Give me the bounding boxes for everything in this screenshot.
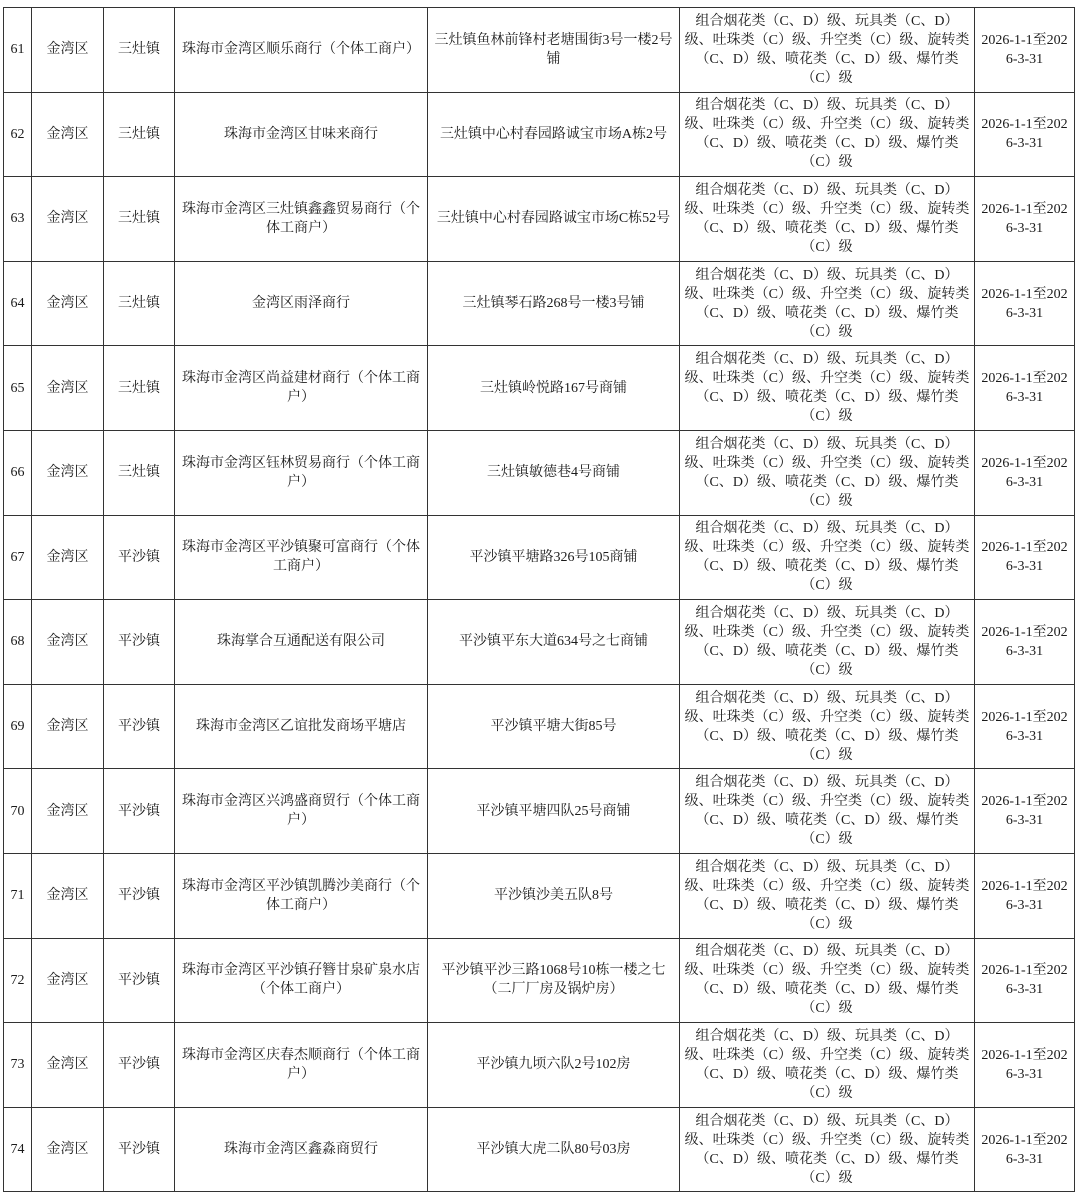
cell-town: 平沙镇 [104, 853, 175, 938]
cell-validity-period: 2026-1-1至2026-3-31 [975, 261, 1075, 346]
cell-town: 平沙镇 [104, 684, 175, 769]
cell-town: 三灶镇 [104, 346, 175, 431]
table-row [4, 938, 1075, 1023]
cell-address: 平沙镇平塘大街85号 [428, 684, 680, 769]
cell-permit-scope: 组合烟花类（C、D）级、玩具类（C、D）级、吐珠类（C）级、升空类（C）级、旋转类（C、D）级、喷花类（C、D）级、爆竹类（C）级 [680, 1107, 975, 1192]
cell-district: 金湾区 [32, 430, 104, 515]
cell-permit-scope: 组合烟花类（C、D）级、玩具类（C、D）级、吐珠类（C）级、升空类（C）级、旋转类（C、D）级、喷花类（C、D）级、爆竹类（C）级 [680, 8, 975, 93]
cell-validity-period: 2026-1-1至2026-3-31 [975, 177, 1075, 262]
cell-validity-period: 2026-1-1至2026-3-31 [975, 938, 1075, 1023]
cell-address: 三灶镇琴石路268号一楼3号铺 [428, 261, 680, 346]
table-body [4, 8, 1075, 1192]
cell-address: 平沙镇沙美五队8号 [428, 853, 680, 938]
table-row [4, 769, 1075, 854]
cell-district: 金湾区 [32, 1023, 104, 1108]
cell-validity-period: 2026-1-1至2026-3-31 [975, 346, 1075, 431]
cell-town: 三灶镇 [104, 430, 175, 515]
fireworks-license-table [3, 7, 1075, 1192]
cell-permit-scope: 组合烟花类（C、D）级、玩具类（C、D）级、吐珠类（C）级、升空类（C）级、旋转类（C、D）级、喷花类（C、D）级、爆竹类（C）级 [680, 261, 975, 346]
cell-sequence-number: 71 [4, 853, 32, 938]
cell-permit-scope: 组合烟花类（C、D）级、玩具类（C、D）级、吐珠类（C）级、升空类（C）级、旋转类（C、D）级、喷花类（C、D）级、爆竹类（C）级 [680, 853, 975, 938]
cell-business-name: 珠海市金湾区三灶镇鑫鑫贸易商行（个体工商户） [175, 177, 428, 262]
table-row [4, 92, 1075, 177]
cell-sequence-number: 63 [4, 177, 32, 262]
cell-district: 金湾区 [32, 853, 104, 938]
cell-address: 三灶镇敏德巷4号商铺 [428, 430, 680, 515]
cell-address: 三灶镇鱼林前锋村老塘围街3号一楼2号铺 [428, 8, 680, 93]
cell-district: 金湾区 [32, 769, 104, 854]
cell-business-name: 珠海市金湾区乙谊批发商场平塘店 [175, 684, 428, 769]
cell-address: 平沙镇平塘路326号105商铺 [428, 515, 680, 600]
cell-business-name: 珠海市金湾区庆春杰顺商行（个体工商户） [175, 1023, 428, 1108]
cell-permit-scope: 组合烟花类（C、D）级、玩具类（C、D）级、吐珠类（C）级、升空类（C）级、旋转类（C、D）级、喷花类（C、D）级、爆竹类（C）级 [680, 600, 975, 685]
cell-validity-period: 2026-1-1至2026-3-31 [975, 92, 1075, 177]
cell-town: 平沙镇 [104, 1107, 175, 1192]
cell-town: 三灶镇 [104, 92, 175, 177]
cell-sequence-number: 66 [4, 430, 32, 515]
cell-address: 平沙镇平东大道634号之七商铺 [428, 600, 680, 685]
cell-validity-period: 2026-1-1至2026-3-31 [975, 600, 1075, 685]
cell-address: 平沙镇平沙三路1068号10栋一楼之七（二厂厂房及锅炉房） [428, 938, 680, 1023]
cell-validity-period: 2026-1-1至2026-3-31 [975, 769, 1075, 854]
cell-business-name: 珠海掌合互通配送有限公司 [175, 600, 428, 685]
cell-permit-scope: 组合烟花类（C、D）级、玩具类（C、D）级、吐珠类（C）级、升空类（C）级、旋转类（C、D）级、喷花类（C、D）级、爆竹类（C）级 [680, 92, 975, 177]
table-row [4, 261, 1075, 346]
cell-permit-scope: 组合烟花类（C、D）级、玩具类（C、D）级、吐珠类（C）级、升空类（C）级、旋转类（C、D）级、喷花类（C、D）级、爆竹类（C）级 [680, 177, 975, 262]
cell-district: 金湾区 [32, 8, 104, 93]
cell-district: 金湾区 [32, 346, 104, 431]
cell-town: 三灶镇 [104, 177, 175, 262]
cell-permit-scope: 组合烟花类（C、D）级、玩具类（C、D）级、吐珠类（C）级、升空类（C）级、旋转类（C、D）级、喷花类（C、D）级、爆竹类（C）级 [680, 346, 975, 431]
table-row [4, 346, 1075, 431]
cell-business-name: 珠海市金湾区顺乐商行（个体工商户） [175, 8, 428, 93]
cell-town: 平沙镇 [104, 600, 175, 685]
cell-permit-scope: 组合烟花类（C、D）级、玩具类（C、D）级、吐珠类（C）级、升空类（C）级、旋转类（C、D）级、喷花类（C、D）级、爆竹类（C）级 [680, 430, 975, 515]
cell-town: 三灶镇 [104, 261, 175, 346]
cell-permit-scope: 组合烟花类（C、D）级、玩具类（C、D）级、吐珠类（C）级、升空类（C）级、旋转类（C、D）级、喷花类（C、D）级、爆竹类（C）级 [680, 1023, 975, 1108]
cell-business-name: 珠海市金湾区鑫淼商贸行 [175, 1107, 428, 1192]
cell-business-name: 珠海市金湾区平沙镇孖簪甘泉矿泉水店（个体工商户） [175, 938, 428, 1023]
cell-district: 金湾区 [32, 938, 104, 1023]
cell-town: 平沙镇 [104, 515, 175, 600]
cell-town: 平沙镇 [104, 1023, 175, 1108]
cell-business-name: 珠海市金湾区钰林贸易商行（个体工商户） [175, 430, 428, 515]
cell-district: 金湾区 [32, 684, 104, 769]
table-row [4, 430, 1075, 515]
cell-permit-scope: 组合烟花类（C、D）级、玩具类（C、D）级、吐珠类（C）级、升空类（C）级、旋转类（C、D）级、喷花类（C、D）级、爆竹类（C）级 [680, 938, 975, 1023]
table-row [4, 853, 1075, 938]
cell-validity-period: 2026-1-1至2026-3-31 [975, 8, 1075, 93]
cell-permit-scope: 组合烟花类（C、D）级、玩具类（C、D）级、吐珠类（C）级、升空类（C）级、旋转类（C、D）级、喷花类（C、D）级、爆竹类（C）级 [680, 515, 975, 600]
cell-validity-period: 2026-1-1至2026-3-31 [975, 684, 1075, 769]
cell-business-name: 珠海市金湾区甘味来商行 [175, 92, 428, 177]
cell-district: 金湾区 [32, 600, 104, 685]
cell-sequence-number: 68 [4, 600, 32, 685]
cell-validity-period: 2026-1-1至2026-3-31 [975, 1023, 1075, 1108]
cell-district: 金湾区 [32, 261, 104, 346]
table-row [4, 1107, 1075, 1192]
cell-sequence-number: 70 [4, 769, 32, 854]
cell-sequence-number: 67 [4, 515, 32, 600]
cell-address: 平沙镇九顷六队2号102房 [428, 1023, 680, 1108]
cell-town: 三灶镇 [104, 8, 175, 93]
cell-sequence-number: 74 [4, 1107, 32, 1192]
cell-business-name: 金湾区雨泽商行 [175, 261, 428, 346]
cell-business-name: 珠海市金湾区兴鸿盛商贸行（个体工商户） [175, 769, 428, 854]
table-row [4, 177, 1075, 262]
table-row [4, 515, 1075, 600]
cell-validity-period: 2026-1-1至2026-3-31 [975, 853, 1075, 938]
cell-validity-period: 2026-1-1至2026-3-31 [975, 430, 1075, 515]
cell-district: 金湾区 [32, 92, 104, 177]
cell-district: 金湾区 [32, 177, 104, 262]
table-row [4, 1023, 1075, 1108]
cell-address: 平沙镇大虎二队80号03房 [428, 1107, 680, 1192]
cell-sequence-number: 69 [4, 684, 32, 769]
cell-town: 平沙镇 [104, 938, 175, 1023]
cell-validity-period: 2026-1-1至2026-3-31 [975, 515, 1075, 600]
cell-sequence-number: 64 [4, 261, 32, 346]
cell-business-name: 珠海市金湾区尚益建材商行（个体工商户） [175, 346, 428, 431]
cell-sequence-number: 61 [4, 8, 32, 93]
table-row [4, 600, 1075, 685]
cell-permit-scope: 组合烟花类（C、D）级、玩具类（C、D）级、吐珠类（C）级、升空类（C）级、旋转类（C、D）级、喷花类（C、D）级、爆竹类（C）级 [680, 769, 975, 854]
cell-permit-scope: 组合烟花类（C、D）级、玩具类（C、D）级、吐珠类（C）级、升空类（C）级、旋转类（C、D）级、喷花类（C、D）级、爆竹类（C）级 [680, 684, 975, 769]
cell-district: 金湾区 [32, 1107, 104, 1192]
cell-sequence-number: 72 [4, 938, 32, 1023]
cell-sequence-number: 62 [4, 92, 32, 177]
cell-business-name: 珠海市金湾区平沙镇凯腾沙美商行（个体工商户） [175, 853, 428, 938]
cell-town: 平沙镇 [104, 769, 175, 854]
cell-sequence-number: 73 [4, 1023, 32, 1108]
cell-sequence-number: 65 [4, 346, 32, 431]
table-row [4, 684, 1075, 769]
cell-address: 三灶镇岭悦路167号商铺 [428, 346, 680, 431]
cell-district: 金湾区 [32, 515, 104, 600]
cell-address: 三灶镇中心村春园路诚宝市场C栋52号 [428, 177, 680, 262]
cell-address: 平沙镇平塘四队25号商铺 [428, 769, 680, 854]
cell-address: 三灶镇中心村春园路诚宝市场A栋2号 [428, 92, 680, 177]
table-row [4, 8, 1075, 93]
cell-business-name: 珠海市金湾区平沙镇聚可富商行（个体工商户） [175, 515, 428, 600]
cell-validity-period: 2026-1-1至2026-3-31 [975, 1107, 1075, 1192]
